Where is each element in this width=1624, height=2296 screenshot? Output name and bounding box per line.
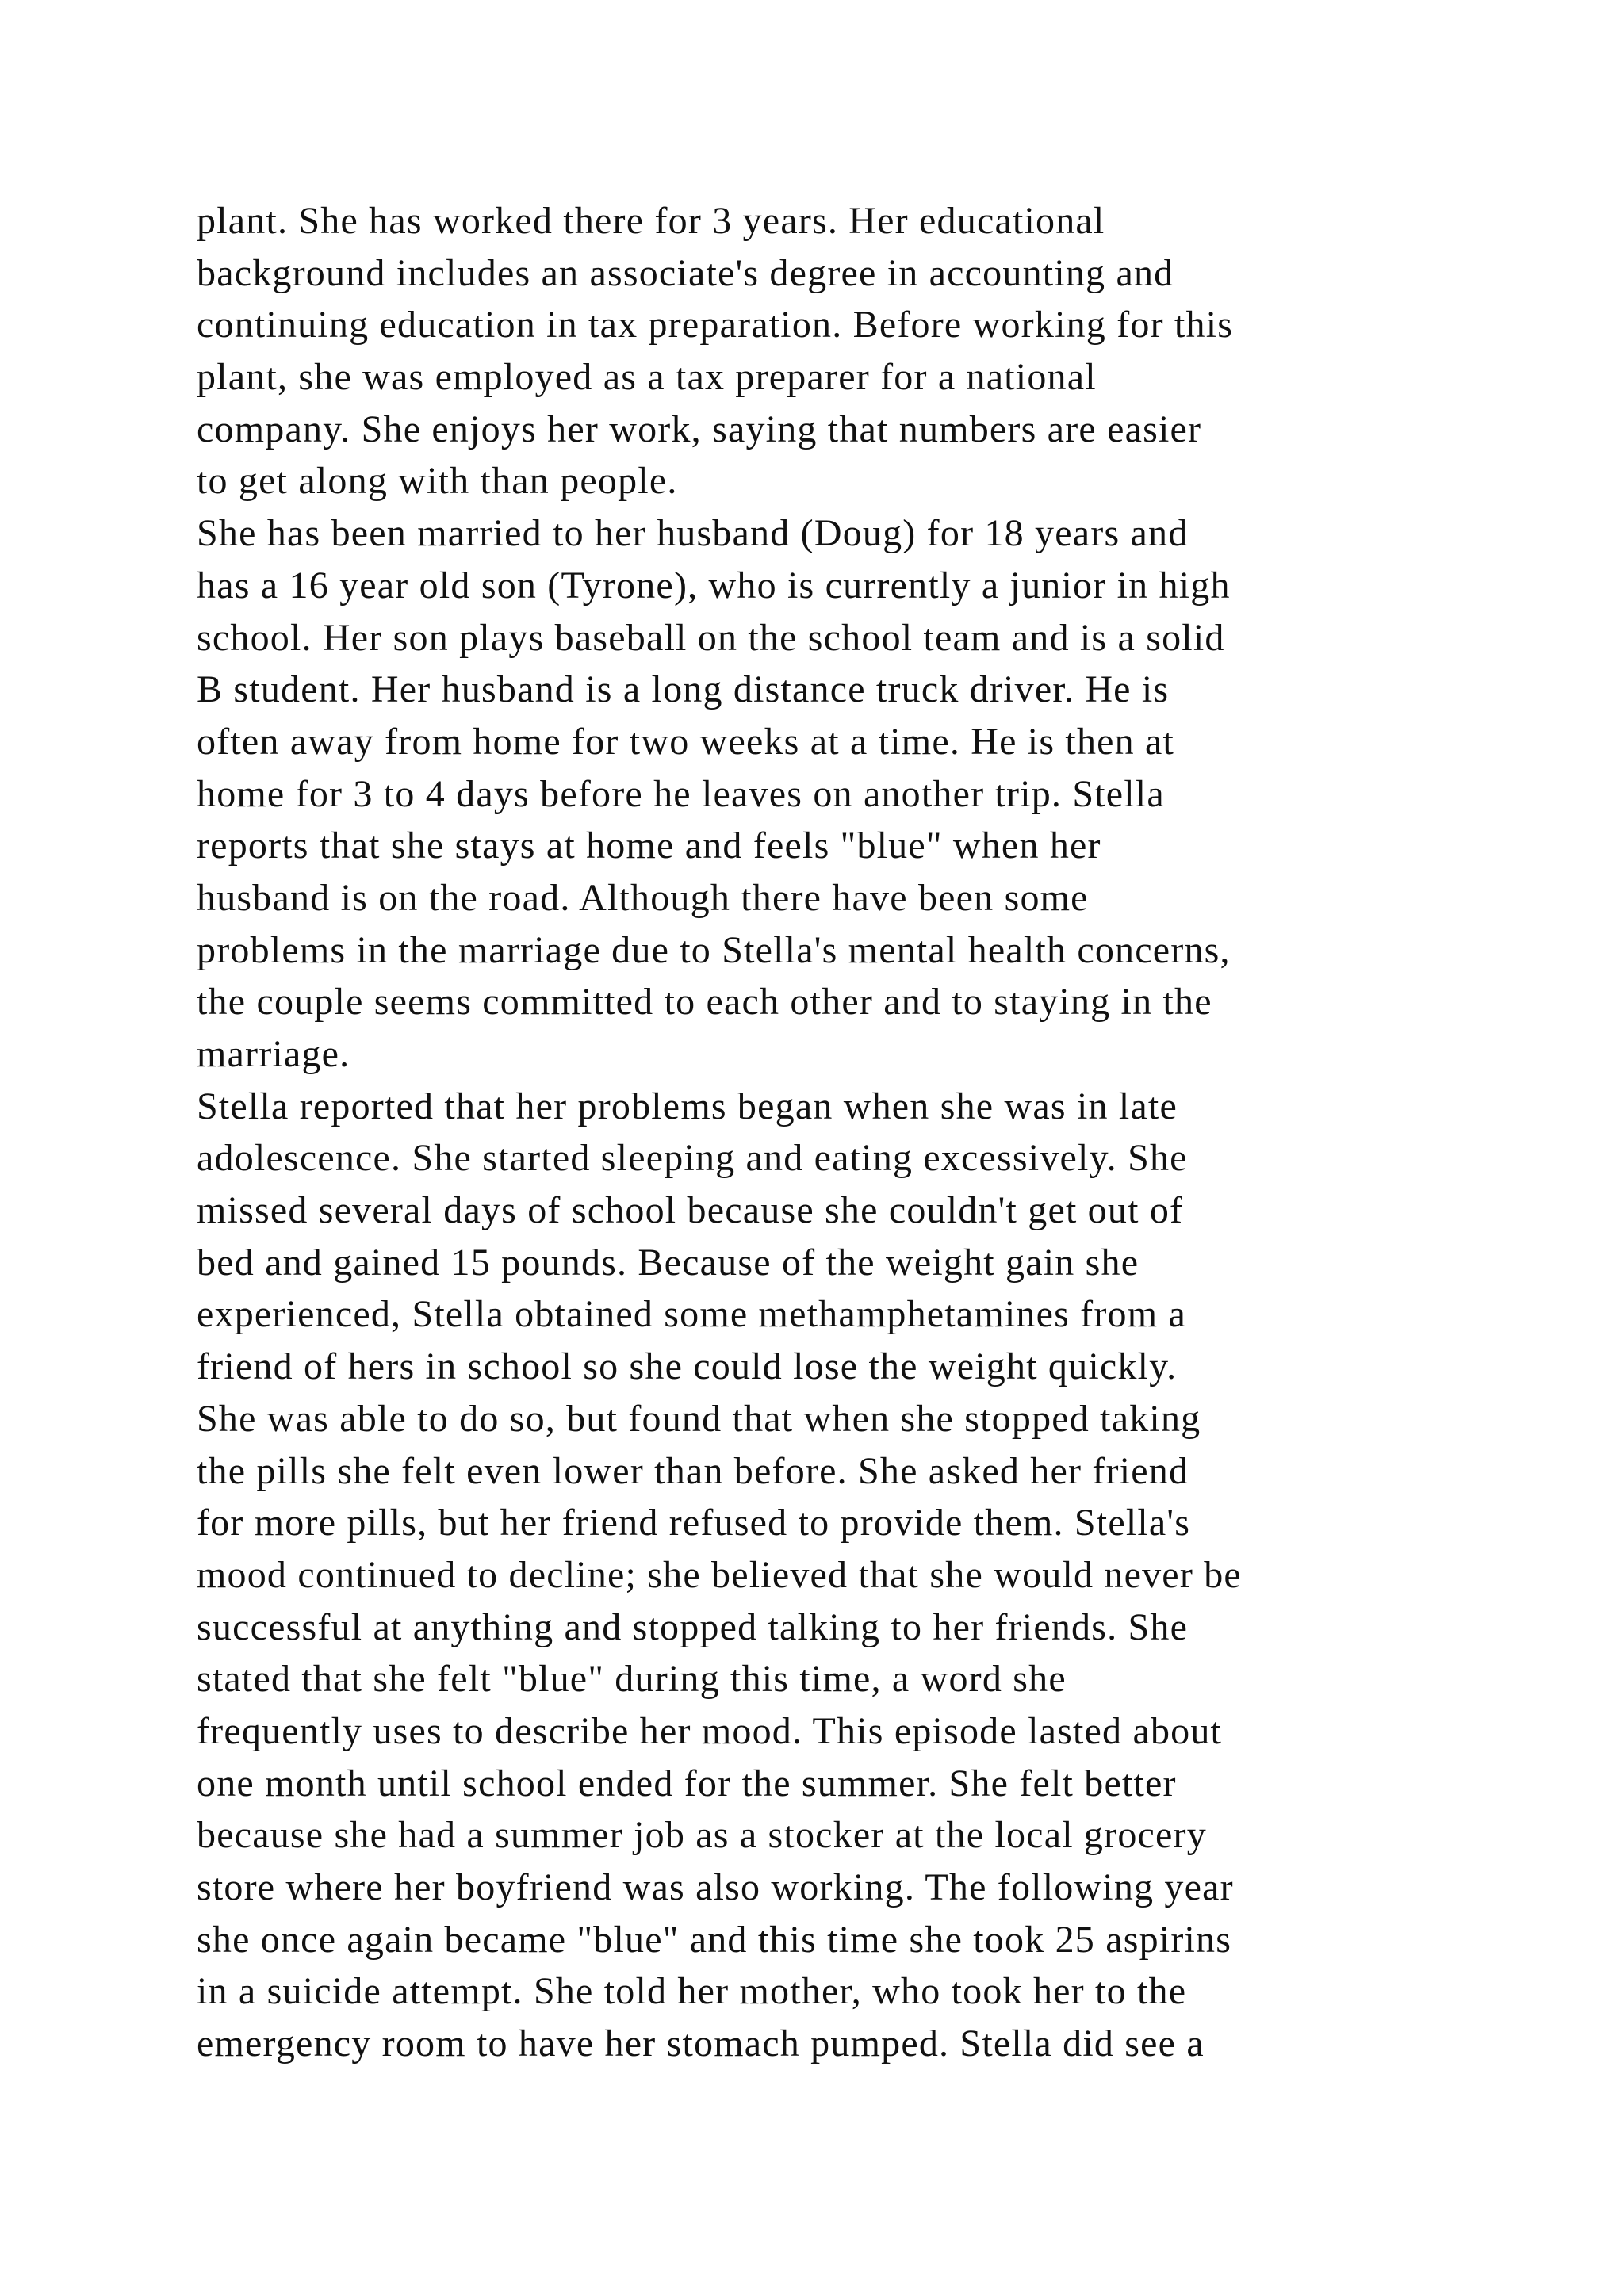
text-line: friend of hers in school so she could lose the weight quickly. bbox=[197, 1345, 1178, 1388]
text-line: the pills she felt even lower than before. She asked her friend bbox=[197, 1449, 1189, 1492]
text-line: because she had a summer job as a stocker at the local grocery bbox=[197, 1814, 1207, 1857]
text-line: continuing education in tax preparation. Before working for this bbox=[197, 304, 1234, 346]
text-line: She has been married to her husband (Doug) for 18 years and bbox=[197, 512, 1189, 555]
text-line: emergency room to have her stomach pumped. Stella did see a bbox=[197, 2022, 1205, 2065]
text-line: one month until school ended for the summer. She felt better bbox=[197, 1762, 1177, 1804]
text-line: experienced, Stella obtained some methamphetamines from a bbox=[197, 1293, 1186, 1336]
text-line: bed and gained 15 pounds. Because of the weight gain she bbox=[197, 1241, 1139, 1284]
text-line: plant, she was employed as a tax preparer for a national bbox=[197, 356, 1097, 399]
text-line: frequently uses to describe her mood. This episode lasted about bbox=[197, 1709, 1223, 1752]
text-line: background includes an associate's degree in accounting and bbox=[197, 251, 1174, 294]
text-line: has a 16 year old son (Tyrone), who is currently a junior in high bbox=[197, 564, 1231, 607]
text-line: store where her boyfriend was also working. The following year bbox=[197, 1866, 1234, 1908]
text-line: school. Her son plays baseball on the school team and is a solid bbox=[197, 616, 1225, 659]
text-line: to get along with than people. bbox=[197, 460, 678, 503]
text-line: she once again became "blue" and this time she took 25 aspirins bbox=[197, 1918, 1232, 1961]
text-line: company. She enjoys her work, saying that numbers are easier bbox=[197, 408, 1202, 450]
text-line: plant. She has worked there for 3 years. Her educational bbox=[197, 200, 1105, 242]
text-line: B student. Her husband is a long distance truck driver. He is bbox=[197, 668, 1170, 711]
text-line: problems in the marriage due to Stella's mental health concerns, bbox=[197, 928, 1231, 971]
text-line: often away from home for two weeks at a time. He is then at bbox=[197, 720, 1175, 763]
text-line: marriage. bbox=[197, 1033, 350, 1075]
text-line: reports that she stays at home and feels "blue" when her bbox=[197, 825, 1101, 867]
text-line: the couple seems committed to each other and to staying in the bbox=[197, 981, 1212, 1024]
text-line: for more pills, but her friend refused to provide them. Stella's bbox=[197, 1502, 1191, 1544]
text-line: in a suicide attempt. She told her mother, who took her to the bbox=[197, 1970, 1187, 2013]
body-text bbox=[197, 195, 1497, 2070]
text-line: husband is on the road. Although there have been some bbox=[197, 876, 1089, 919]
text-line: home for 3 to 4 days before he leaves on another trip. Stella bbox=[197, 772, 1165, 815]
text-line: She was able to do so, but found that when she stopped taking bbox=[197, 1397, 1201, 1440]
text-line: stated that she felt "blue" during this time, a word she bbox=[197, 1658, 1067, 1701]
text-line: adolescence. She started sleeping and eating excessively. She bbox=[197, 1137, 1188, 1180]
text-line: successful at anything and stopped talking to her friends. She bbox=[197, 1605, 1189, 1648]
text-line: mood continued to decline; she believed that she would never be bbox=[197, 1553, 1242, 1596]
text-line: missed several days of school because she couldn't get out of bbox=[197, 1189, 1184, 1232]
text-line: Stella reported that her problems began when she was in late bbox=[197, 1085, 1178, 1127]
